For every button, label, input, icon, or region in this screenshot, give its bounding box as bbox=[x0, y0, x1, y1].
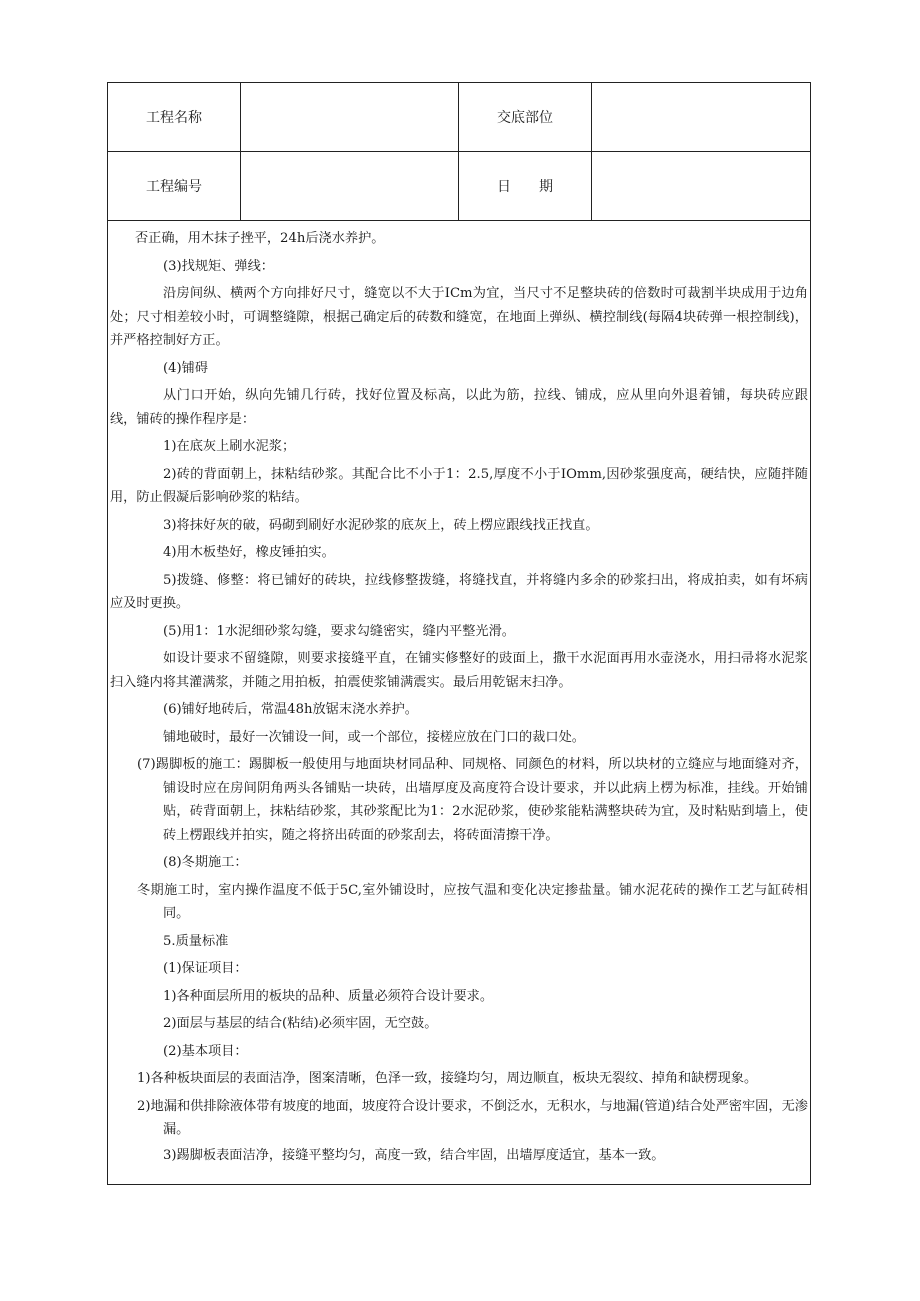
project-name-label: 工程名称 bbox=[108, 83, 241, 151]
section-heading: (2)基本项目： bbox=[163, 1043, 248, 1059]
list-item: 1)各种板块面层的表面洁净，图案清晰，色泽一致，接缝均匀，周边顺直，板块无裂纹、掉角和缺楞现象。 bbox=[137, 1071, 758, 1086]
paragraph: 从门口开始，纵向先铺几行砖，找好位置及标高，以此为筋，拉线、铺成，应从里向外退着铺，每块砖应跟线，铺砖的操作程序是： bbox=[110, 388, 808, 427]
header-row-1 bbox=[108, 83, 810, 152]
list-item: 2)地漏和供排除液体带有坡度的地面，坡度符合设计要求，不倒泛水，无积水，与地漏(管道)结合处严密牢固，无渗漏。 bbox=[137, 1098, 808, 1137]
section-heading: (7)踢脚板的施工：踢脚板一般使用与地面块材同品种、同规格、同颜色的材料，所以块材的立缝应与地面缝对齐，铺设时应在房间阴角两头各铺贴一块砖，出墙厚度及高度符合设计要求，并以此病上楞为标准，挂线。开始铺贴，砖背面朝上，抹粘结砂浆，其砂浆配比为1：2水泥砂浆，使砂浆能粘满整块砖为宜，及时粘贴到墙上，使砖上楞跟线并拍实，随之将挤出砖面的砂浆刮去，将砖面清擦干净。 bbox=[137, 757, 808, 843]
paragraph: 冬期施工时，室内操作温度不低于5C,室外铺设时，应按气温和变化决定掺盐量。铺水泥花砖的操作工艺与缸砖相同。 bbox=[137, 882, 808, 921]
project-name-value bbox=[241, 83, 459, 151]
paragraph: 沿房间纵、横两个方向排好尺寸，缝宽以不大于ICm为宜，当尺寸不足整块砖的倍数时可裁割半块成用于边角处；尺寸相差较小时，可调整缝隙，根据己确定后的砖数和缝宽，在地面上弹纵、横控制线(每隔4块砖弹一根控制线)，并严格控制好方正。 bbox=[110, 286, 808, 348]
date-label bbox=[459, 152, 592, 220]
content-body bbox=[108, 221, 810, 1186]
section-heading: (4)铺碍 bbox=[163, 360, 209, 376]
list-item: 3)将抹好灰的破，码砌到刷好水泥砂浆的底灰上，砖上楞应跟线找正找直。 bbox=[163, 517, 599, 533]
project-no-label: 工程编号 bbox=[108, 152, 241, 220]
list-item: 1)在底灰上刷水泥浆； bbox=[163, 439, 296, 454]
paragraph: 如设计要求不留缝隙，则要求接缝平直，在铺实修整好的豉面上，撒干水泥面再用水壶浇水，用扫帚将水泥浆扫入缝内将其灌满浆，并随之用拍板，拍震使浆铺满震实。最后用乾锯末扫净。 bbox=[110, 651, 808, 690]
list-item: 1)各种面层所用的板块的品种、质量必须符合设计要求。 bbox=[163, 988, 494, 1004]
section-heading: (5)用1：1水泥细砂浆勾缝，要求勾缝密实，缝内平整光滑。 bbox=[163, 623, 515, 639]
disclosure-sheet bbox=[107, 82, 811, 1185]
section-heading: (1)保证项目： bbox=[163, 961, 248, 976]
list-item: 2)面层与基层的结合(粘结)必须牢固，无空鼓。 bbox=[163, 1016, 438, 1031]
section-heading: (3)找规矩、弹线： bbox=[163, 258, 274, 274]
header-row-2 bbox=[108, 152, 810, 221]
list-item: 2)砖的背面朝上，抹粘结砂浆。其配合比不小于1：2.5,厚度不小于IOmm,因砂浆强度高，硬结快，应随拌随用，防止假凝后影响砂浆的粘结。 bbox=[110, 466, 808, 505]
list-item-cut: 3)踢脚板表面洁净，接缝平整均匀，高度一致，结合牢固，出墙厚度适宜，基本一致。 bbox=[163, 1147, 665, 1163]
section-heading: (6)铺好地砖后，常温48h放锯末浇水养护。 bbox=[163, 702, 418, 717]
location-label: 交底部位 bbox=[459, 83, 592, 151]
date-value bbox=[592, 152, 810, 220]
project-no-value bbox=[241, 152, 459, 220]
list-item: 4)用木板垫好，橡皮锤拍实。 bbox=[163, 545, 335, 560]
location-value bbox=[592, 83, 810, 151]
list-item: 5)拨缝、修整：将已铺好的砖块，拉线修整拨缝，将缝找直，并将缝内多余的砂浆扫出，将成拍卖，如有坏病应及时更换。 bbox=[110, 572, 808, 611]
paragraph: 否正确，用木抹子挫平，24h后浇水养护。 bbox=[135, 231, 385, 246]
date-label-text: 日期 bbox=[497, 179, 581, 195]
paragraph: 铺地破时，最好一次铺设一间，或一个部位，接槎应放在门口的裁口处。 bbox=[163, 729, 585, 745]
section-heading: 5.质量标准 bbox=[163, 933, 229, 949]
section-heading: (8)冬期施工： bbox=[163, 855, 248, 870]
